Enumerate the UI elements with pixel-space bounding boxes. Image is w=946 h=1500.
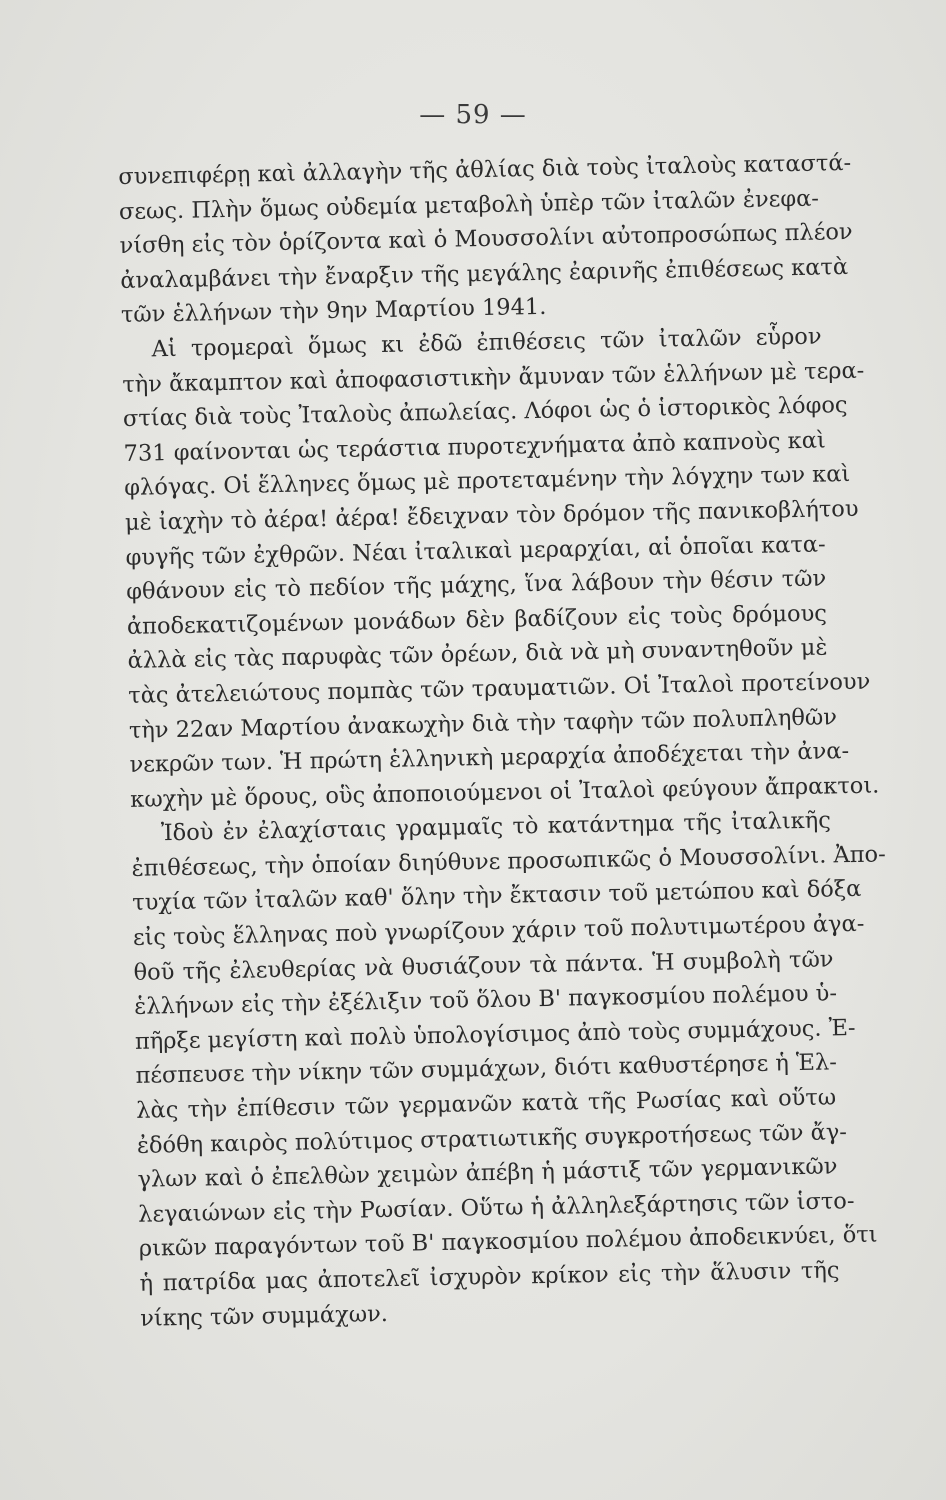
text-line: ἑλλήνων εἰς τὴν ἐξέλιξιν τοῦ ὅλου Β' παγκοσμίου πολέμου ὑ- bbox=[134, 980, 838, 1021]
text-line: γλων καὶ ὁ ἐπελθὼν χειμὼν ἀπέβη ἡ μάστιξ τῶν γερμανικῶν bbox=[137, 1153, 838, 1194]
text-line: ἡ πατρίδα μας ἀποτελεῖ ἰσχυρὸν κρίκον εἰς τὴν ἅλυσιν τῆς bbox=[139, 1257, 840, 1297]
text-line: 731 φαίνονται ὡς τεράστια πυροτεχνήματα ἀπὸ καπνοὺς καὶ bbox=[123, 427, 826, 467]
text-line: θοῦ τῆς ἐλευθερίας νὰ θυσιάζουν τὰ πάντα. Ἡ συμβολὴ τῶν bbox=[133, 946, 834, 986]
text-line: σεως. Πλὴν ὅμως οὐδεμία μεταβολὴ ὑπὲρ τῶν ἰταλῶν ἐνεφα- bbox=[118, 185, 820, 225]
text-line: λεγαιώνων εἰς τὴν Ρωσίαν. Οὕτω ἡ ἀλληλεξάρτησις τῶν ἱστο- bbox=[138, 1187, 855, 1228]
text-line: τὴν 22αν Μαρτίου ἀνακωχὴν διὰ τὴν ταφὴν τῶν πολυπληθῶν bbox=[128, 703, 838, 744]
text-line: φλόγας. Οἱ ἕλληνες ὅμως μὲ προτεταμένην τὴν λόγχην των καὶ bbox=[124, 461, 851, 502]
text-line: ἀποδεκατιζομένων μονάδων δὲν βαδίζουν εἰς τοὺς δρόμους bbox=[126, 600, 828, 640]
text-line: νίσθη εἰς τὸν ὁρίζοντα καὶ ὁ Μουσσολίνι αὐτοπροσώπως πλέον bbox=[119, 219, 853, 260]
text-line: φυγῆς τῶν ἐχθρῶν. Νέαι ἰταλικαὶ μεραρχίαι, αἱ ὁποῖαι κατα- bbox=[125, 531, 826, 571]
body-text bbox=[118, 147, 886, 1336]
text-line: συνεπιφέρῃ καὶ ἀλλαγὴν τῆς ἀθλίας διὰ τοὺς ἰταλοὺς καταστά- bbox=[118, 149, 852, 190]
text-line: πῆρξε μεγίστη καὶ πολὺ ὑπολογίσιμος ἀπὸ τοὺς συμμάχους. Ἐ- bbox=[134, 1014, 856, 1055]
text-line: λὰς τὴν ἐπίθεσιν τῶν γερμανῶν κατὰ τῆς Ρωσίας καὶ οὕτω bbox=[136, 1084, 837, 1124]
text-line: τυχία τῶν ἰταλῶν καθ' ὅλην τὴν ἔκτασιν τοῦ μετώπου καὶ δόξα bbox=[132, 876, 862, 917]
text-line: νίκης τῶν συμμάχων. bbox=[139, 1300, 389, 1332]
text-line: τὰς ἀτελειώτους πομπὰς τῶν τραυματιῶν. Οἱ Ἰταλοὶ προτείνουν bbox=[128, 668, 871, 709]
text-line: ἐπιθέσεως, τὴν ὁποίαν διηύθυνε προσωπικῶς ὁ Μουσσολίνι. Ἀπο- bbox=[131, 841, 886, 882]
text-line: ἀναλαμβάνει τὴν ἔναρξιν τῆς μεγάλης ἐαρινῆς ἐπιθέσεως κατὰ bbox=[120, 253, 849, 294]
text-line: πέσπευσε τὴν νίκην τῶν συμμάχων, διότι καθυστέρησε ἡ Ἑλ- bbox=[135, 1049, 838, 1090]
text-line: μὲ ἰαχὴν τὸ ἀέρα! ἀέρα! ἔδειχναν τὸν δρόμον τῆς πανικοβλήτου bbox=[124, 495, 859, 536]
text-line: ἐδόθη καιρὸς πολύτιμος στρατιωτικῆς συγκροτήσεως τῶν ἄγ- bbox=[136, 1118, 848, 1159]
text-line: Αἱ τρομεραὶ ὅμως κι ἐδῶ ἐπιθέσεις τῶν ἰταλῶν εὗρον bbox=[151, 323, 822, 363]
text-line: ρικῶν παραγόντων τοῦ Β' παγκοσμίου πολέμου ἀποδεικνύει, ὅτι bbox=[138, 1222, 878, 1263]
text-line: στίας διὰ τοὺς Ἰταλοὺς ἀπωλείας. Λόφοι ὡς ὁ ἱστορικὸς λόφος bbox=[122, 392, 848, 433]
text-line: φθάνουν εἰς τὸ πεδίον τῆς μάχης, ἵνα λάβουν τὴν θέσιν τῶν bbox=[126, 565, 827, 606]
text-line: κωχὴν μὲ ὅρους, οὓς ἀποποιούμενοι οἱ Ἰταλοὶ φεύγουν ἄπρακτοι. bbox=[130, 772, 880, 813]
text-line: ἀλλὰ εἰς τὰς παρυφὰς τῶν ὀρέων, διὰ νὰ μὴ συναντηθοῦν μὲ bbox=[127, 634, 828, 675]
text-line: τὴν ἄκαμπτον καὶ ἀποφασιστικὴν ἄμυναν τῶν ἑλλήνων μὲ τερα- bbox=[122, 357, 865, 398]
page-number: — 59 — bbox=[419, 100, 527, 130]
text-line: νεκρῶν των. Ἡ πρώτη ἑλληνικὴ μεραρχία ἀποδέχεται τὴν ἀνα- bbox=[129, 738, 850, 778]
text-line: τῶν ἑλλήνων τὴν 9ην Μαρτίου 1941. bbox=[120, 294, 547, 329]
text-line: Ἰδοὺ ἐν ἐλαχίσταις γραμμαῖς τὸ κατάντημα τῆς ἰταλικῆς bbox=[160, 807, 832, 847]
text-line: εἰς τοὺς ἕλληνας ποὺ γνωρίζουν χάριν τοῦ πολυτιμωτέρου ἀγα- bbox=[132, 910, 865, 951]
